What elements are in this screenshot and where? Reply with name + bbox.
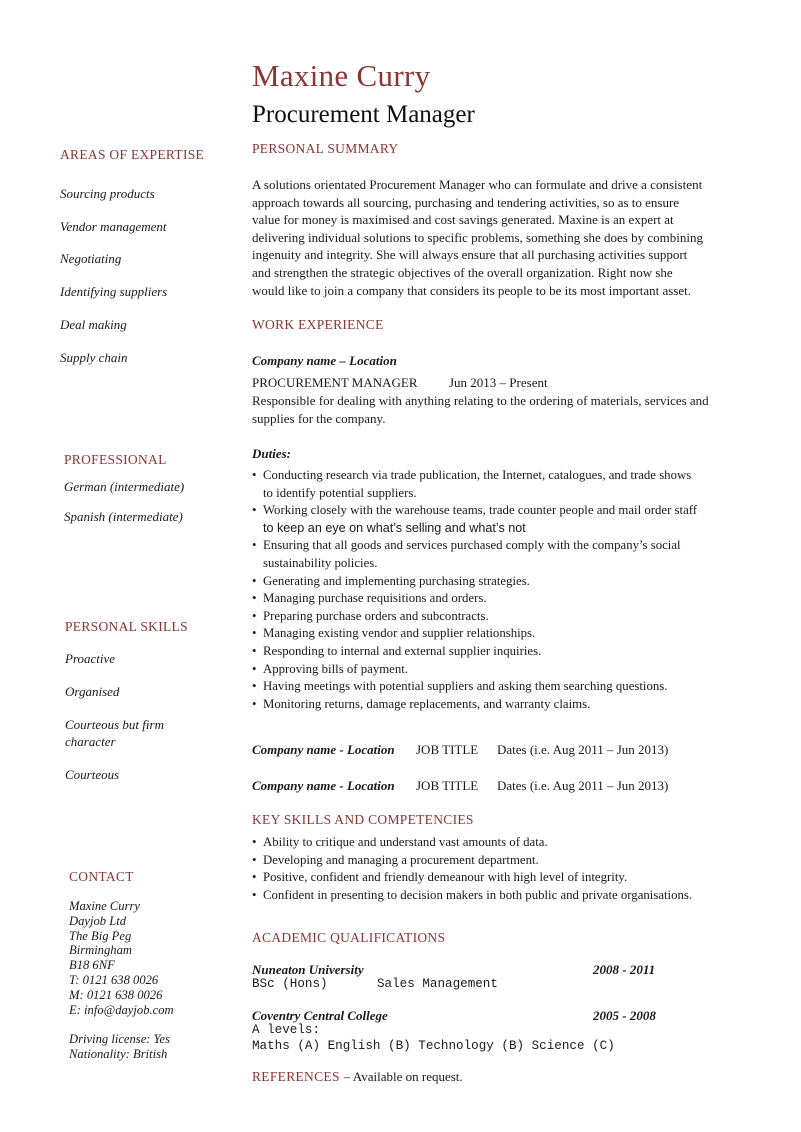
- contact-name: Maxine Curry: [69, 899, 140, 913]
- job-title: Procurement Manager: [252, 101, 475, 128]
- duty-item: • Preparing purchase orders and subcontracts.: [252, 608, 697, 626]
- nationality: Nationality: British: [69, 1047, 168, 1061]
- academic-school: Nuneaton University: [252, 962, 364, 977]
- summary-line: ingenuity and integrity. She will always ensure that all purchasing activities support: [252, 247, 688, 263]
- contact-heading: CONTACT: [69, 869, 134, 884]
- expertise-item: Identifying suppliers: [60, 284, 168, 299]
- contact-mobile: M: 0121 638 0026: [69, 987, 163, 1002]
- work-role: PROCUREMENT MANAGER: [252, 375, 418, 390]
- other-job-title: JOB TITLE: [416, 778, 479, 793]
- personal-skill-item: Proactive: [65, 651, 116, 666]
- personal-skill-item: Courteous: [65, 767, 120, 782]
- expertise-item: Deal making: [60, 317, 127, 332]
- driving-license: Driving license: Yes: [69, 1032, 170, 1046]
- summary-line: and strengthen the strategic objectives of the overall organization. Right now she: [252, 264, 673, 280]
- work-company: Company name – Location: [252, 353, 397, 368]
- work-dates: Jun 2013 – Present: [449, 375, 548, 390]
- summary-line: would like to join a company that considers its people to be its most important asset.: [252, 282, 692, 298]
- duty-item: • Managing existing vendor and supplier relationships.: [252, 625, 697, 643]
- academic-degree: BSc (Hons): [252, 977, 328, 991]
- professional-heading: PROFESSIONAL: [64, 452, 167, 467]
- expertise-item: Sourcing products: [60, 186, 155, 201]
- contact-block: [69, 899, 174, 1017]
- duty-item: • Generating and implementing purchasing strategies.: [252, 573, 697, 591]
- academic-subject: Sales Management: [377, 977, 498, 991]
- duty-item: • Monitoring returns, damage replacements, and warranty claims.: [252, 696, 697, 714]
- skills-heading: KEY SKILLS AND COMPETENCIES: [252, 812, 474, 827]
- academic-qualification: A levels:: [252, 1023, 321, 1037]
- expertise-item: Vendor management: [60, 219, 167, 234]
- skill-item: • Confident in presenting to decision makers in both public and private organisations.: [252, 887, 692, 905]
- skill-item: • Developing and managing a procurement department.: [252, 852, 692, 870]
- skills-list: [252, 834, 692, 904]
- academic-years: 2008 - 2011: [593, 962, 656, 977]
- summary-text: [252, 176, 703, 299]
- references-row: [252, 1068, 463, 1086]
- summary-line: A solutions orientated Procurement Manager who can formulate and drive a consistent: [252, 177, 703, 192]
- professional-item: Spanish (intermediate): [64, 509, 183, 524]
- summary-line: value for money is maximised and cost savings generated. Maxine is an expert at: [252, 212, 674, 228]
- academic-years: 2005 - 2008: [593, 1008, 656, 1023]
- professional-item: German (intermediate): [64, 479, 185, 494]
- duty-item: • Ensuring that all goods and services purchased comply with the company’s social sustainability policies.: [252, 537, 697, 572]
- duties-label: Duties:: [252, 446, 291, 461]
- contact-city: Birmingham: [69, 943, 132, 958]
- personal-skill-item: Courteous but firm: [65, 717, 164, 732]
- other-job-dates: Dates (i.e. Aug 2011 – Jun 2013): [497, 778, 669, 793]
- contact-email: E: info@dayjob.com: [69, 1002, 174, 1017]
- expertise-heading: AREAS OF EXPERTISE: [60, 147, 205, 162]
- summary-line: delivering individual solutions to specific problems, something she does by combining: [252, 229, 703, 245]
- summary-heading: PERSONAL SUMMARY: [252, 141, 399, 156]
- contact-company: Dayjob Ltd: [69, 913, 127, 928]
- expertise-item: Negotiating: [60, 251, 122, 266]
- academic-school: Coventry Central College: [252, 1008, 388, 1023]
- duties-list: [252, 467, 697, 713]
- work-description: [252, 392, 709, 427]
- duty-item: • Managing purchase requisitions and orders.: [252, 590, 697, 608]
- references-heading: REFERENCES: [252, 1069, 340, 1084]
- skill-item: • Positive, confident and friendly demeanour with high level of integrity.: [252, 869, 692, 887]
- duty-item: • Working closely with the warehouse teams, trade counter people and mail order staff to keep an eye on what’s selling and what’s not: [252, 502, 697, 537]
- candidate-name: Maxine Curry: [252, 58, 431, 93]
- other-job-company: Company name - Location: [252, 742, 395, 757]
- other-job-title: JOB TITLE: [416, 742, 479, 757]
- academic-grades: Maths (A) English (B) Technology (B) Science (C): [252, 1039, 615, 1053]
- work-description-line: supplies for the company.: [252, 410, 386, 426]
- academic-heading: ACADEMIC QUALIFICATIONS: [252, 930, 446, 945]
- contact-postcode: B18 6NF: [69, 958, 115, 973]
- duty-item: • Conducting research via trade publication, the Internet, catalogues, and trade shows to identify potential suppliers.: [252, 467, 697, 502]
- personal-skills-heading: PERSONAL SKILLS: [65, 619, 188, 634]
- other-job-company: Company name - Location: [252, 778, 395, 793]
- work-heading: WORK EXPERIENCE: [252, 317, 384, 332]
- personal-skill-item: character: [65, 734, 116, 749]
- contact-address-line: The Big Peg: [69, 928, 132, 943]
- summary-line: approach towards all sourcing, purchasing and tendering activities, so as to ensure: [252, 194, 680, 210]
- personal-skill-item: Organised: [65, 684, 120, 699]
- other-job-dates: Dates (i.e. Aug 2011 – Jun 2013): [497, 742, 669, 757]
- work-description-line: Responsible for dealing with anything relating to the ordering of materials, services and: [252, 393, 709, 408]
- duty-item: • Approving bills of payment.: [252, 661, 697, 679]
- duty-item: • Responding to internal and external supplier inquiries.: [252, 643, 697, 661]
- references-text: – Available on request.: [343, 1069, 463, 1084]
- contact-telephone: T: 0121 638 0026: [69, 972, 159, 987]
- expertise-item: Supply chain: [60, 350, 128, 365]
- duty-item: • Having meetings with potential suppliers and asking them searching questions.: [252, 678, 697, 696]
- skill-item: • Ability to critique and understand vast amounts of data.: [252, 834, 692, 852]
